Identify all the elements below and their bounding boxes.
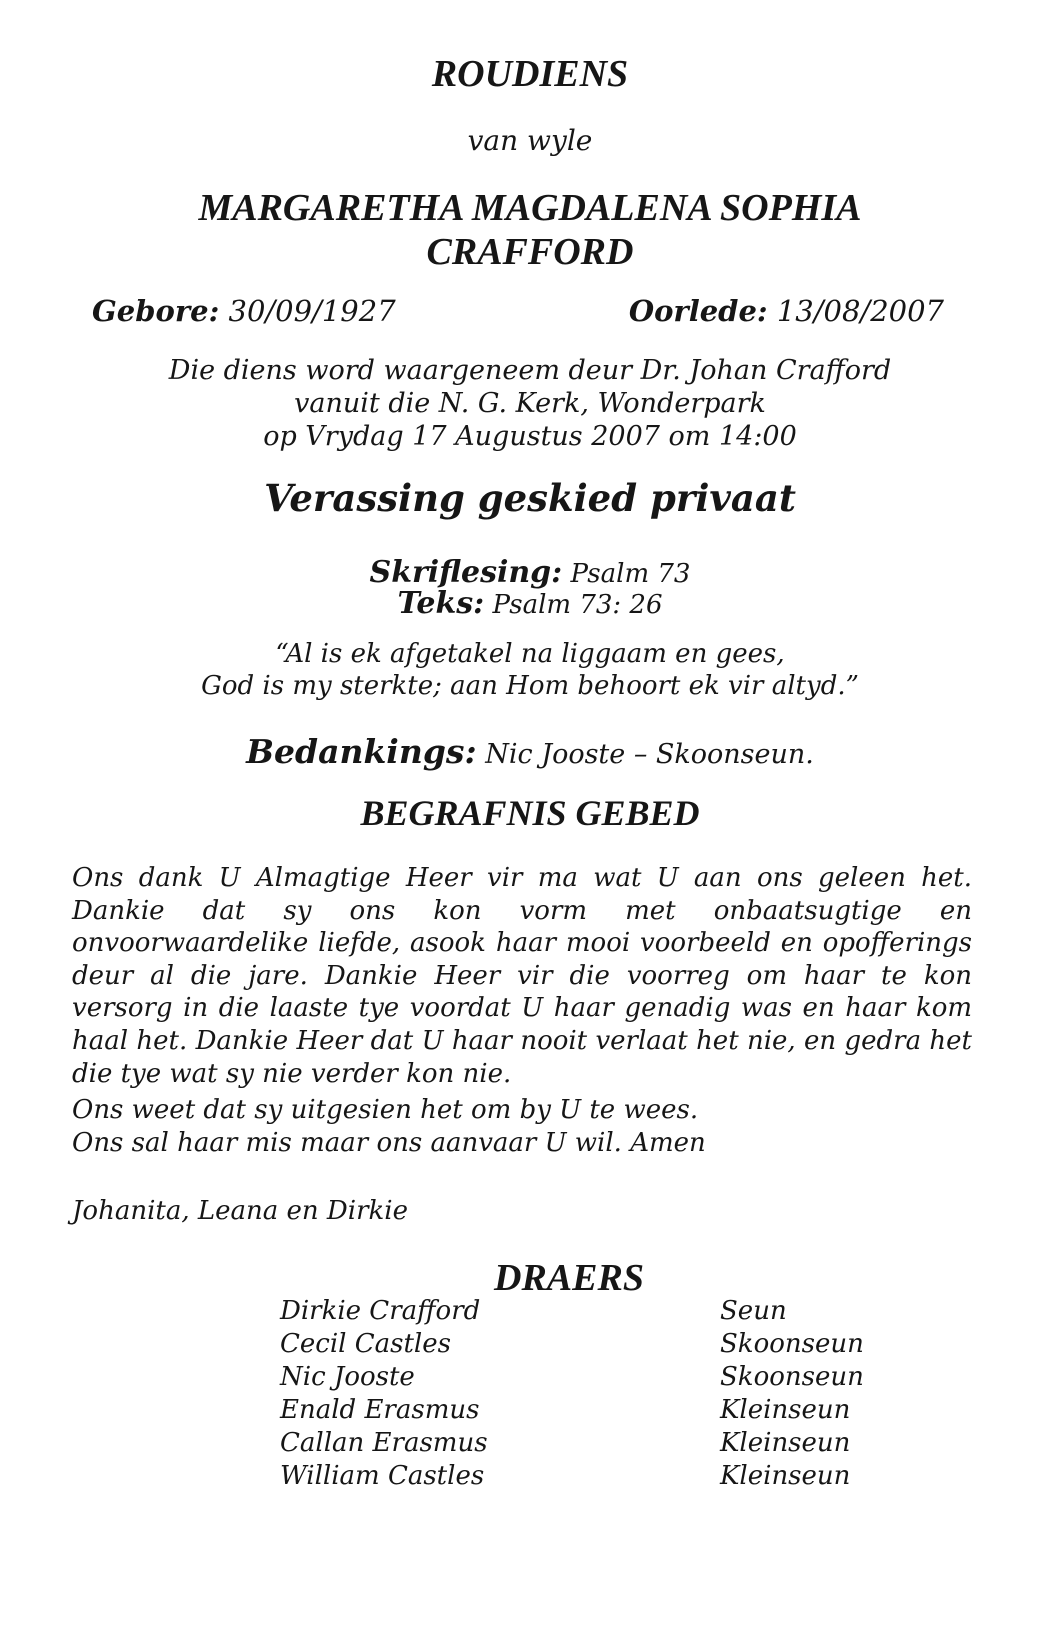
bearer-row xyxy=(280,1461,900,1494)
thanks-line xyxy=(0,732,1060,771)
bearer-row xyxy=(280,1362,900,1395)
service-details xyxy=(0,354,1060,453)
bearer-name: Enald Erasmus xyxy=(280,1395,480,1425)
bearer-name: Nic Jooste xyxy=(280,1362,415,1392)
document-subtitle: van wyle xyxy=(467,124,593,157)
prayer-closing-line-1: Ons weet dat sy uitgesien het om by U te wees. xyxy=(72,1095,699,1125)
bearer-relation: Skoonseun xyxy=(720,1329,864,1359)
quote-line-1: “Al is ek afgetakel na liggaam en gees, xyxy=(275,639,785,669)
prayer-closing-line-2: Ons sal haar mis maar ons aanvaar U wil. Amen xyxy=(72,1128,706,1158)
scripture-line xyxy=(0,555,1060,590)
scripture-label: Skriflesing: xyxy=(369,555,563,590)
bearer-relation: Kleinseun xyxy=(720,1461,851,1491)
cremation-notice: Verassing geskied privaat xyxy=(264,476,796,520)
bearer-row xyxy=(280,1329,900,1362)
bearer-row xyxy=(280,1296,900,1329)
bearer-relation: Skoonseun xyxy=(720,1362,864,1392)
document-title: ROUDIENS xyxy=(431,53,629,95)
bearer-relation: Kleinseun xyxy=(720,1428,851,1458)
bearer-name: William Castles xyxy=(280,1461,485,1491)
bearer-name: Cecil Castles xyxy=(280,1329,451,1359)
quote-line-2: God is my sterkte; aan Hom behoort ek vir altyd.” xyxy=(201,671,859,701)
prayer-paragraph: Ons dank U Almagtige Heer vir ma wat U aan ons geleen het. Dankie dat sy ons kon vorm met onbaatsugtige en onvoorwaardelike liefde, asook haar mooi voorbeeld en opofferings deur al die jare. Dankie Heer vir die voorreg om haar te kon versorg in die laaste tye voordat U haar genadig was en haar kom haal het. Dankie Heer dat U haar nooit verlaat het nie, en gedra het die tye wat sy nie verder kon nie. xyxy=(72,863,972,1089)
scripture-quote xyxy=(0,638,1060,702)
thanks-value: Nic Jooste – Skoonseun. xyxy=(485,739,814,770)
birth-date-label: Gebore: xyxy=(92,294,220,328)
text-label: Teks: xyxy=(397,586,485,621)
bearer-name: Callan Erasmus xyxy=(280,1428,488,1458)
bearer-name: Dirkie Crafford xyxy=(280,1296,481,1326)
service-line-2: vanuit die N. G. Kerk, Wonderpark xyxy=(294,388,766,419)
bearer-relation: Kleinseun xyxy=(720,1395,851,1425)
death-date-value: 13/08/2007 xyxy=(776,294,944,328)
deceased-name-line2: CRAFFORD xyxy=(426,231,634,273)
text-value: Psalm 73: 26 xyxy=(492,590,663,620)
bearers-list xyxy=(280,1296,900,1494)
bearer-relation: Seun xyxy=(720,1296,787,1326)
thanks-label: Bedankings: xyxy=(246,732,477,771)
service-line-3: op Vrydag 17 Augustus 2007 om 14:00 xyxy=(263,421,797,452)
bearers-title: DRAERS xyxy=(494,1257,644,1299)
scripture-reading xyxy=(0,555,1060,621)
scripture-value: Psalm 73 xyxy=(570,559,691,589)
prayer-signoff: Johanita, Leana en Dirkie xyxy=(72,1196,408,1226)
bearer-row xyxy=(280,1428,900,1461)
death-date-label: Oorlede: xyxy=(628,294,768,328)
deceased-name-line1: MARGARETHA MAGDALENA SOPHIA xyxy=(198,187,862,229)
service-line-1: Die diens word waargeneem deur Dr. Johan Crafford xyxy=(168,355,892,386)
text-line xyxy=(0,586,1060,621)
death-date xyxy=(629,294,944,328)
birth-date xyxy=(92,294,396,328)
prayer-title: BEGRAFNIS GEBED xyxy=(360,793,700,833)
bearer-row xyxy=(280,1395,900,1428)
birth-date-value: 30/09/1927 xyxy=(228,294,396,328)
prayer-closing xyxy=(72,1094,706,1160)
deceased-name xyxy=(0,186,1060,274)
